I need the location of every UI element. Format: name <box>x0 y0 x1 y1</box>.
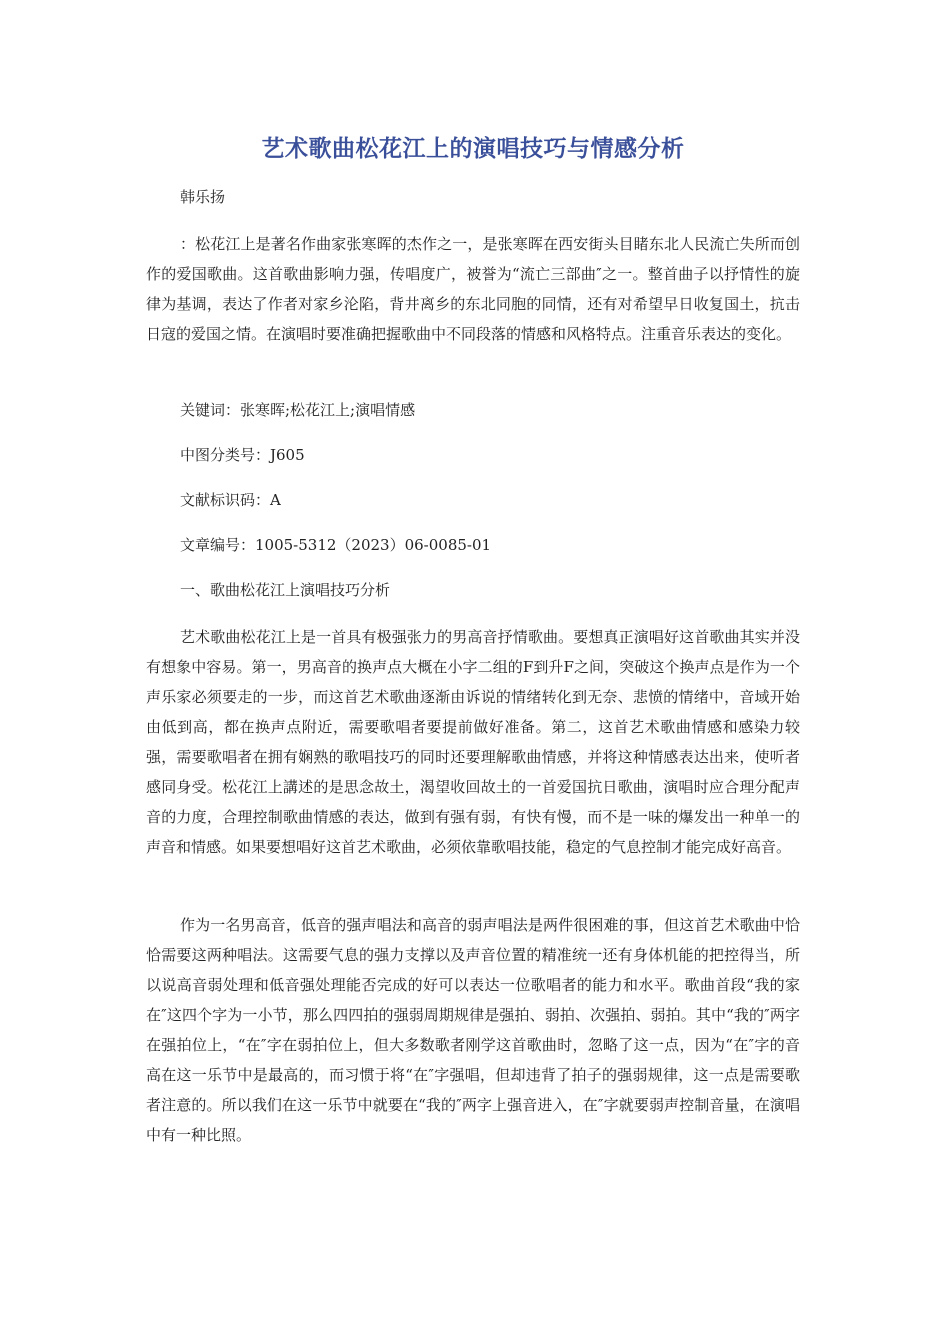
body-paragraph: 作为一名男高音，低音的强声唱法和高音的弱声唱法是两件很困难的事，但这首艺术歌曲中恰恰需要这两种唱法。这需要气息的强力支撑以及声音位置的精准统一还有身体机能的把控得当，所以说高音弱处理和低音强处理能否完成的好可以表达一位歌唱者的能力和水平。歌曲首段“我的家在″这四个字为一小节，那么四四拍的强弱周期规律是强拍、弱拍、次强拍、弱拍。其中“我的″两字在强拍位上，“在″字在弱拍位上，但大多数歌者刚学这首歌曲时，忽略了这一点，因为“在″字的音高在这一乐节中是最高的，而习惯于将“在″字强唱，但却违背了拍子的强弱规律，这一点是需要歌者注意的。所以我们在这一乐节中就要在“我的″两字上强音进入，在″字就要弱声控制音量，在演唱中有一种比照。 <box>146 916 800 1144</box>
body-paragraph: 艺术歌曲松花江上是一首具有极强张力的男高音抒情歌曲。要想真正演唱好这首歌曲其实并没有想象中容易。第一，男高音的换声点大概在小字二组的F到升F之间，突破这个换声点是作为一个声乐家必须要走的一步，而这首艺术歌曲逐渐由诉说的情绪转化到无奈、悲愤的情绪中，音域开始由低到高，都在换声点附近，需要歌唱者要提前做好准备。第二，这首艺术歌曲情感和感染力较强，需要歌唱者在拥有娴熟的歌唱技巧的同时还要理解歌曲情感，并将这种情感表达出来，使听者感同身受。松花江上講述的是思念故土，渴望收回故土的一首爱国抗日歌曲，演唱时应合理分配声音的力度，合理控制歌曲情感的表达，做到有强有弱，有快有慢，而不是一味的爆发出一种单一的声音和情感。如果要想唱好这首艺术歌曲，必须依靠歌唱技能，稳定的气息控制才能完成好高音。 <box>146 628 800 856</box>
author-name: 韩乐扬 <box>180 188 226 206</box>
article-title: 艺术歌曲松花江上的演唱技巧与情感分析 <box>261 136 685 162</box>
document-code-line: 文献标识码：A <box>180 491 281 509</box>
section-heading: 一、歌曲松花江上演唱技巧分析 <box>180 581 391 599</box>
clc-number-line: 中图分类号：J605 <box>180 446 305 464</box>
keywords-line: 关键词：张寒晖;松花江上;演唱情感 <box>180 401 416 419</box>
abstract-paragraph: ：松花江上是著名作曲家张寒晖的杰作之一，是张寒晖在西安街头目睹东北人民流亡失所而创作的爱国歌曲。这首歌曲影响力强，传唱度广，被誉为“流亡三部曲″之一。整首曲子以抒情性的旋律为基调，表达了作者对家乡沦陷，背井离乡的东北同胞的同情，还有对希望早日收复国土，抗击日寇的爱国之情。在演唱时要准确把握歌曲中不同段落的情感和风格特点。注重音乐表达的变化。 <box>146 235 800 343</box>
article-number-line: 文章编号：1005-5312（2023）06-0085-01 <box>180 536 492 554</box>
